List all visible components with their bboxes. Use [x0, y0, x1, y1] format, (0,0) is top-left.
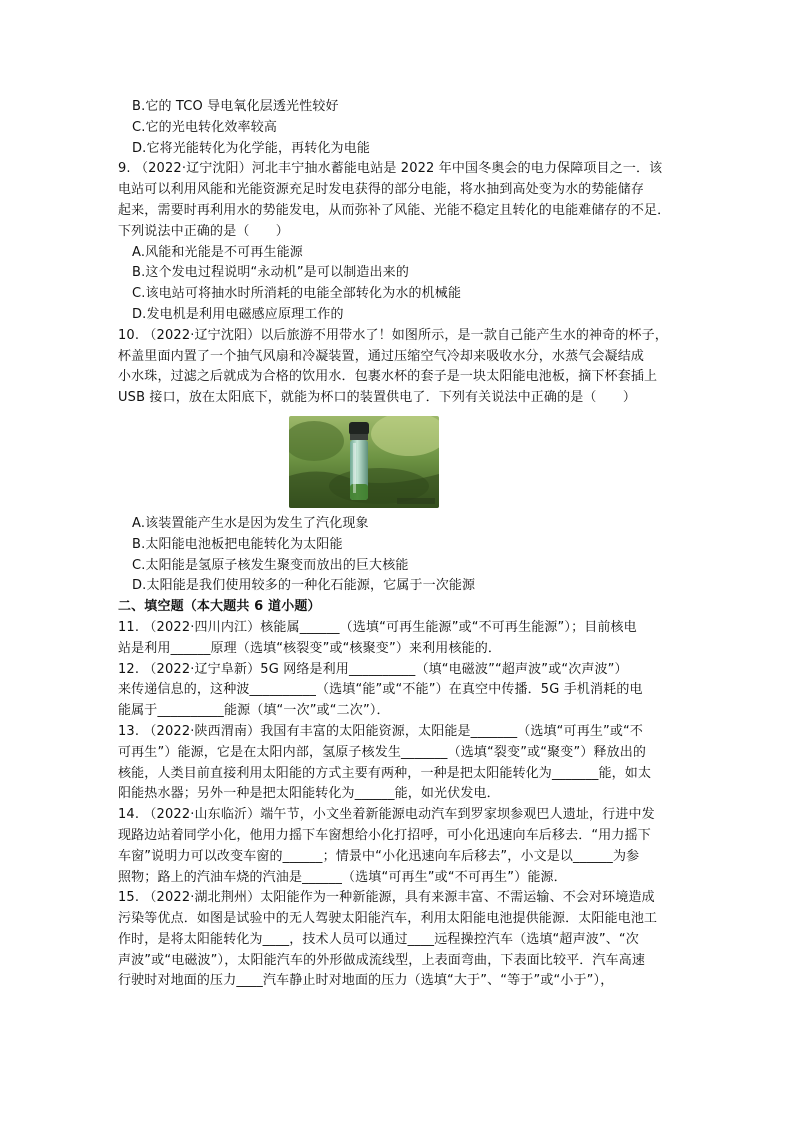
fill-line: 15. （2022·湖北荆州）太阳能作为一种新能源，具有来源丰富、不需运输、不会对环境造成 — [118, 890, 655, 906]
q10-option-b: B.太阳能电池板把电能转化为太阳能 — [132, 536, 343, 552]
document-page — [118, 97, 678, 992]
fill-line: 12. （2022·辽宁阜新）5G 网络是利用__________（填“电磁波”“超声波”或“次声波”） — [118, 661, 628, 677]
q10-option-a: A.该装置能产生水是因为发生了汽化现象 — [132, 515, 369, 531]
fill-line: 现路边站着同学小化，他用力摇下车窗想给小化打招呼，可小化迅速向车后移去．“用力摇下 — [118, 827, 651, 843]
fill-line: 14. （2022·山东临沂）端午节，小文坐着新能源电动汽车到罗家坝参观巴人遗址，行进中发 — [118, 807, 655, 823]
fill-line: 11. （2022·四川内江）核能属______（选填“可再生能源”或“不可再生能源”）；目前核电 — [118, 619, 637, 635]
fill-line: 行驶时对地面的压力____汽车静止时对地面的压力（选填“大于”、“等于”或“小于”）， — [118, 973, 614, 989]
question-9 — [118, 159, 678, 325]
q8-options — [118, 97, 678, 159]
fill-line: 作时，是将太阳能转化为____，技术人员可以通过____远程操控汽车（选填“超声波”、“次 — [118, 931, 639, 947]
q10-option-d: D.太阳能是我们使用较多的一种化石能源，它属于一次能源 — [132, 578, 476, 594]
section-heading-fill-in: 二、填空题（本大题共 6 道小题） — [118, 599, 321, 615]
q10-stem-line: 小水珠，过滤之后就成为合格的饮用水．包裹水杯的套子是一块太阳能电池板，摘下杯套插上 — [118, 369, 658, 385]
q9-option-a: A.风能和光能是不可再生能源 — [132, 244, 303, 260]
q10-stem-line: USB 接口，放在太阳底下，就能为杯口的装置供电了．下列有关说法中正确的是（ ） — [118, 390, 636, 406]
fill-line: 照物；路上的汽油车烧的汽油是______（选填“可再生”或“不可再生”）能源． — [118, 869, 567, 885]
water-bottle-photo — [289, 416, 439, 508]
fill-line: 能属于__________能源（填“一次”或“二次”）． — [118, 703, 390, 719]
fill-line: 车窗”说明力可以改变车窗的______；情景中“小化迅速向车后移去”，小文是以______为参 — [118, 848, 640, 864]
q10-option-c: C.太阳能是氢原子核发生聚变而放出的巨大核能 — [132, 557, 409, 573]
fill-line: 阳能热水器；另外一种是把太阳能转化为______能，如光伏发电． — [118, 786, 500, 802]
q8-option-d: D.它将光能转化为化学能，再转化为电能 — [132, 140, 370, 156]
question-10 — [118, 326, 678, 597]
q9-option-b: B.这个发电过程说明“永动机”是可以制造出来的 — [132, 265, 409, 281]
fill-line: 污染等优点．如图是试验中的无人驾驶太阳能汽车，利用太阳能电池提供能源．太阳能电池工 — [118, 911, 658, 927]
fill-in-questions — [118, 618, 678, 992]
q9-option-c: C.该电站可将抽水时所消耗的电能全部转化为水的机械能 — [132, 286, 462, 302]
q10-stem-line: 杯盖里面内置了一个抽气风扇和冷凝装置，通过压缩空气冷却来吸收水分，水蒸气会凝结成 — [118, 348, 645, 364]
q8-option-c: C.它的光电转化效率较高 — [132, 119, 278, 135]
fill-line: 来传递信息的，这种波__________（选填“能”或“不能”）在真空中传播．5G 手机消耗的电 — [118, 682, 643, 698]
q9-stem-line: 起来，需要时再利用水的势能发电，从而弥补了风能、光能不稳定且转化的电能难储存的不足． — [118, 202, 671, 218]
q10-stem-line: 10. （2022·辽宁沈阳）以后旅游不用带水了！如图所示，是一款自己能产生水的神奇的杯子， — [118, 327, 668, 343]
q9-stem-line: 电站可以利用风能和光能资源充足时发电获得的部分电能，将水抽到高处变为水的势能储存 — [118, 182, 645, 198]
fill-line: 声波”或“电磁波”），太阳能汽车的外形做成流线型，上表面弯曲，下表面比较平．汽车高速 — [118, 952, 646, 968]
fill-line: 站是利用______原理（选填“核裂变”或“核聚变”）来利用核能的． — [118, 640, 502, 656]
fill-line: 核能，人类目前直接利用太阳能的方式主要有两种，一种是把太阳能转化为_______能，如太 — [118, 765, 652, 781]
fill-line: 可再生”）能源，它是在太阳内部，氢原子核发生_______（选填“裂变”或“聚变”）释放出的 — [118, 744, 647, 760]
q9-stem-line: 下列说法中正确的是（ ） — [118, 223, 289, 239]
q9-stem-line: 9. （2022·辽宁沈阳）河北丰宁抽水蓄能电站是 2022 年中国冬奥会的电力保障项目之一．该 — [118, 161, 663, 177]
q8-option-b: B.它的 TCO 导电氧化层透光性较好 — [132, 99, 339, 114]
q9-option-d: D.发电机是利用电磁感应原理工作的 — [132, 306, 344, 322]
fill-line: 13. （2022·陕西渭南）我国有丰富的太阳能资源，太阳能是_______（选填“可再生”或“不 — [118, 723, 644, 739]
